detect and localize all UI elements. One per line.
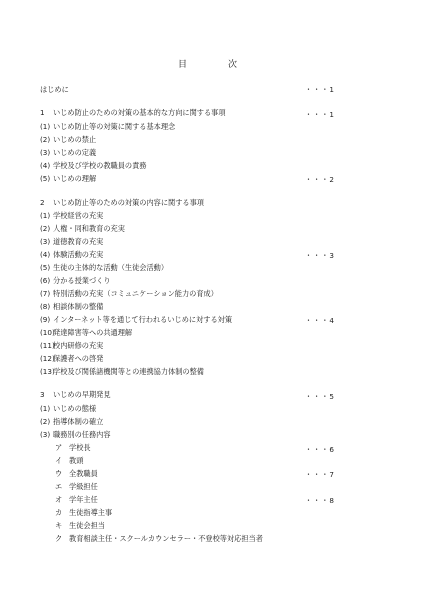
section-2-heading (40, 198, 204, 207)
toc-subitem: エ 学級担任 (55, 482, 98, 491)
toc-item: (13)学校及び関係諸機関等との連携協力体制の整備 (40, 367, 204, 376)
toc-item: (3) いじめの定義 (40, 148, 97, 157)
section-3-number: 3 (40, 390, 45, 399)
toc-item: (2) 指導体制の確立 (40, 417, 104, 426)
toc-item: (1) 学校経営の充実 (40, 211, 104, 220)
toc-item: (3) 道徳教育の充実 (40, 237, 104, 246)
page-title: 目 次 (177, 60, 253, 70)
toc-subitem: ク 教育相談主任・スクールカウンセラー・不登校等対応担当者 (55, 534, 263, 543)
toc-item-page: ・・・3 (304, 251, 335, 260)
toc-subitem: ア 学校長 (55, 443, 91, 452)
toc-item: (9) インターネット等を通じて行われるいじめに対する対策 (40, 315, 233, 324)
section-3-title: いじめの早期発見 (53, 390, 111, 399)
toc-item: (2) いじめの禁止 (40, 135, 97, 144)
toc-item: (8) 相談体制の整備 (40, 302, 104, 311)
toc-subitem: ウ 全教職員 (55, 469, 98, 478)
toc-item: (2) 人権・同和教育の充実 (40, 224, 125, 233)
toc-item: (11)校内研修の充実 (40, 341, 104, 350)
toc-subitem-page: ・・・7 (304, 470, 335, 479)
toc-item: (1) いじめの態様 (40, 404, 97, 413)
section-1-title: いじめ防止のための対策の基本的な方向に関する事項 (53, 108, 226, 117)
toc-item: (5) いじめの理解 (40, 174, 97, 183)
section-1-heading (40, 108, 226, 117)
section-3-heading (40, 390, 111, 399)
toc-subitem-page: ・・・8 (304, 496, 335, 505)
toc-subitem: キ 生徒会担当 (55, 521, 105, 530)
toc-item-page: ・・・2 (304, 175, 335, 184)
section-1-number: 1 (40, 108, 45, 117)
section-2-title: いじめ防止等のための対策の内容に関する事項 (53, 198, 204, 207)
toc-subitem: イ 教頭 (55, 456, 84, 465)
section-3-page: ・・・5 (304, 392, 335, 401)
toc-item-page: ・・・4 (304, 316, 335, 325)
intro-page: ・・・1 (304, 85, 335, 94)
toc-item: (1) いじめ防止等の対策に関する基本理念 (40, 122, 176, 131)
toc-subitem: カ 生徒指導主事 (55, 508, 113, 517)
toc-item: (10)発達障害等への共通理解 (40, 328, 133, 337)
toc-subitem-page: ・・・6 (304, 445, 335, 454)
toc-item: (4) 体験活動の充実 (40, 250, 104, 259)
toc-item: (5) 生徒の主体的な活動（生徒会活動） (40, 263, 169, 272)
section-1-page: ・・・1 (304, 110, 335, 119)
toc-item: (6) 分かる授業づくり (40, 276, 111, 285)
toc-item: (12)保護者への啓発 (40, 354, 104, 363)
intro-label: はじめに (40, 85, 69, 94)
toc-item: (7) 特別活動の充実（コミュニケーション能力の育成） (40, 289, 218, 298)
toc-item: (3) 職務別の任務内容 (40, 430, 111, 439)
section-2-number: 2 (40, 198, 45, 207)
toc-item: (4) 学校及び学校の教職員の責務 (40, 161, 147, 170)
toc-subitem: オ 学年主任 (55, 495, 98, 504)
